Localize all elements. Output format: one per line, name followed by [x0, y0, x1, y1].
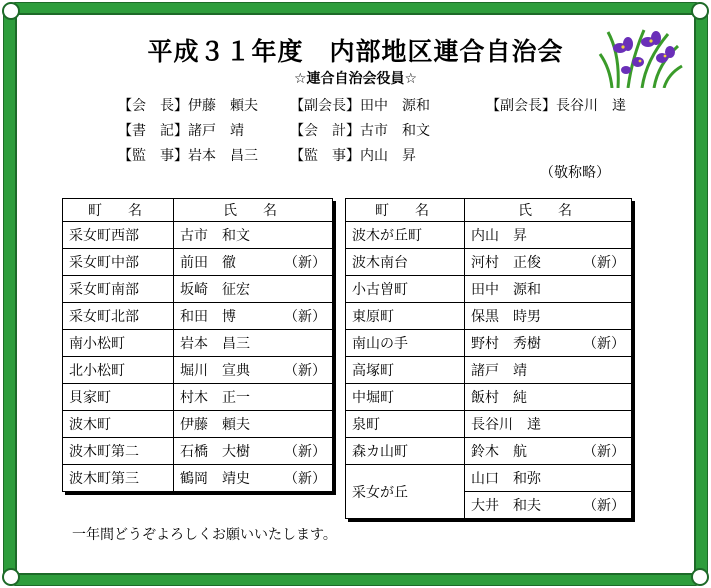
- town-name: 采女町中部: [63, 249, 174, 276]
- scroll-curl-top-left: [2, 2, 20, 20]
- table-row: [63, 249, 333, 276]
- member-name: 鈴木 航: [471, 444, 527, 460]
- table-row: [63, 276, 333, 303]
- officer-name: 岩本 昌三: [188, 148, 258, 164]
- table-row: [63, 303, 333, 330]
- member-name: 前田 徹: [180, 255, 236, 271]
- new-member-badge: （新）: [583, 336, 625, 352]
- iris-flower-icon: [598, 24, 684, 88]
- member-name: 石橋 大樹: [180, 444, 250, 460]
- name-cell: [174, 465, 333, 492]
- member-name: 田中 源和: [471, 282, 541, 298]
- town-name: 泉町: [346, 411, 465, 438]
- table-header-row: [346, 199, 632, 222]
- officer-role: 【会 計】: [290, 123, 360, 139]
- table-row: [63, 330, 333, 357]
- table-row: [346, 384, 632, 411]
- table-row: [63, 411, 333, 438]
- table-row: [63, 357, 333, 384]
- officer-role: 【監 事】: [290, 148, 360, 164]
- table-row: [63, 384, 333, 411]
- table-header-row: [63, 199, 333, 222]
- member-name: 堀川 宣典: [180, 363, 250, 379]
- member-name: 鶴岡 靖史: [180, 471, 250, 487]
- town-name: 波木が丘町: [346, 222, 465, 249]
- officer-president: [118, 95, 258, 115]
- town-name: 波木町: [63, 411, 174, 438]
- table-row: [346, 249, 632, 276]
- column-header-name: 氏 名: [174, 199, 333, 222]
- town-name: 采女町北部: [63, 303, 174, 330]
- town-name: 采女町南部: [63, 276, 174, 303]
- town-name: 東原町: [346, 303, 465, 330]
- town-name: 波木町第三: [63, 465, 174, 492]
- member-name: 内山 昇: [471, 228, 527, 244]
- table-row: [63, 465, 333, 492]
- table-row: [346, 411, 632, 438]
- member-name: 野村 秀樹: [471, 336, 541, 352]
- table-row: [346, 276, 632, 303]
- member-name: 諸戸 靖: [471, 363, 527, 379]
- scroll-curl-bottom-left: [2, 568, 20, 586]
- officer-vice-president-2: [486, 95, 626, 115]
- officer-role: 【会 長】: [118, 98, 188, 114]
- member-name: 和田 博: [180, 309, 236, 325]
- officer-secretary: [118, 120, 244, 140]
- new-member-badge: （新）: [583, 498, 625, 514]
- town-name: 貝家町: [63, 384, 174, 411]
- name-cell: [465, 438, 632, 465]
- member-name: 河村 正俊: [471, 255, 541, 271]
- member-name: 岩本 昌三: [180, 336, 250, 352]
- town-name: 南山の手: [346, 330, 465, 357]
- column-header-town: 町 名: [346, 199, 465, 222]
- column-header-town: 町 名: [63, 199, 174, 222]
- town-name: 中堀町: [346, 384, 465, 411]
- officer-role: 【副会長】: [290, 98, 360, 114]
- name-cell: [465, 222, 632, 249]
- officer-name: 古市 和文: [360, 123, 430, 139]
- name-cell: [174, 438, 333, 465]
- new-member-badge: （新）: [284, 255, 326, 271]
- town-name: 波木南台: [346, 249, 465, 276]
- new-member-badge: （新）: [284, 309, 326, 325]
- table-row: [346, 357, 632, 384]
- page-title: 平成３１年度 内部地区連合自治会: [147, 37, 564, 66]
- officer-name: 伊藤 頼夫: [188, 98, 258, 114]
- name-cell: [465, 384, 632, 411]
- town-name: 小古曽町: [346, 276, 465, 303]
- name-cell: [174, 357, 333, 384]
- town-name: 南小松町: [63, 330, 174, 357]
- officer-name: 内山 昇: [360, 148, 416, 164]
- member-name: 村木 正一: [180, 390, 250, 406]
- name-cell: [465, 303, 632, 330]
- scroll-curl-top-right: [691, 2, 709, 20]
- member-name: 飯村 純: [471, 390, 527, 406]
- name-cell: [174, 222, 333, 249]
- new-member-badge: （新）: [284, 471, 326, 487]
- new-member-badge: （新）: [284, 444, 326, 460]
- member-name: 大井 和夫: [471, 498, 541, 514]
- closing-message: 一年間どうぞよろしくお願いいたします。: [72, 527, 337, 543]
- officer-name: 長谷川 達: [556, 98, 626, 114]
- member-name: 保黒 時男: [471, 309, 541, 325]
- town-name: 高塚町: [346, 357, 465, 384]
- scroll-curl-bottom-right: [691, 568, 709, 586]
- table-row: [63, 438, 333, 465]
- officers-subtitle: ☆連合自治会役員☆: [293, 71, 418, 87]
- name-cell: [174, 303, 333, 330]
- member-name: 坂崎 征宏: [180, 282, 250, 298]
- officer-name: 田中 源和: [360, 98, 430, 114]
- scroll-frame-right: [695, 8, 708, 580]
- officer-role: 【書 記】: [118, 123, 188, 139]
- scroll-frame-bottom: [10, 574, 701, 586]
- officer-name: 諸戸 靖: [188, 123, 244, 139]
- roster-table-left: [62, 198, 333, 492]
- town-name: 波木町第二: [63, 438, 174, 465]
- officer-auditor-2: [290, 145, 416, 165]
- table-row: [346, 303, 632, 330]
- roster-table-right: [345, 198, 632, 519]
- member-name: 古市 和文: [180, 228, 250, 244]
- member-name: 伊藤 頼夫: [180, 417, 250, 433]
- officer-treasurer: [290, 120, 430, 140]
- name-cell: [465, 330, 632, 357]
- name-cell: [465, 492, 632, 519]
- new-member-badge: （新）: [583, 255, 625, 271]
- new-member-badge: （新）: [583, 444, 625, 460]
- member-name: 山口 和弥: [471, 471, 541, 487]
- scroll-frame-top: [10, 2, 701, 14]
- member-name: 長谷川 達: [471, 417, 541, 433]
- table-row: [346, 330, 632, 357]
- name-cell: [465, 357, 632, 384]
- name-cell: [174, 411, 333, 438]
- name-cell: [174, 276, 333, 303]
- table-row: [346, 438, 632, 465]
- name-cell: [174, 384, 333, 411]
- column-header-name: 氏 名: [465, 199, 632, 222]
- officer-role: 【監 事】: [118, 148, 188, 164]
- town-name: 采女町西部: [63, 222, 174, 249]
- officer-auditor-1: [118, 145, 258, 165]
- new-member-badge: （新）: [284, 363, 326, 379]
- name-cell: [174, 249, 333, 276]
- table-row: [63, 222, 333, 249]
- officer-vice-president-1: [290, 95, 430, 115]
- officer-role: 【副会長】: [486, 98, 556, 114]
- name-cell: [174, 330, 333, 357]
- name-cell: [465, 411, 632, 438]
- honorific-note: （敬称略）: [540, 165, 610, 181]
- name-cell: [465, 249, 632, 276]
- scroll-frame-left: [3, 8, 16, 580]
- name-cell: [465, 465, 632, 492]
- table-row: [346, 465, 632, 492]
- name-cell: [465, 276, 632, 303]
- town-name: 森カ山町: [346, 438, 465, 465]
- town-name: 北小松町: [63, 357, 174, 384]
- town-name: 采女が丘: [346, 465, 465, 519]
- table-row: [346, 222, 632, 249]
